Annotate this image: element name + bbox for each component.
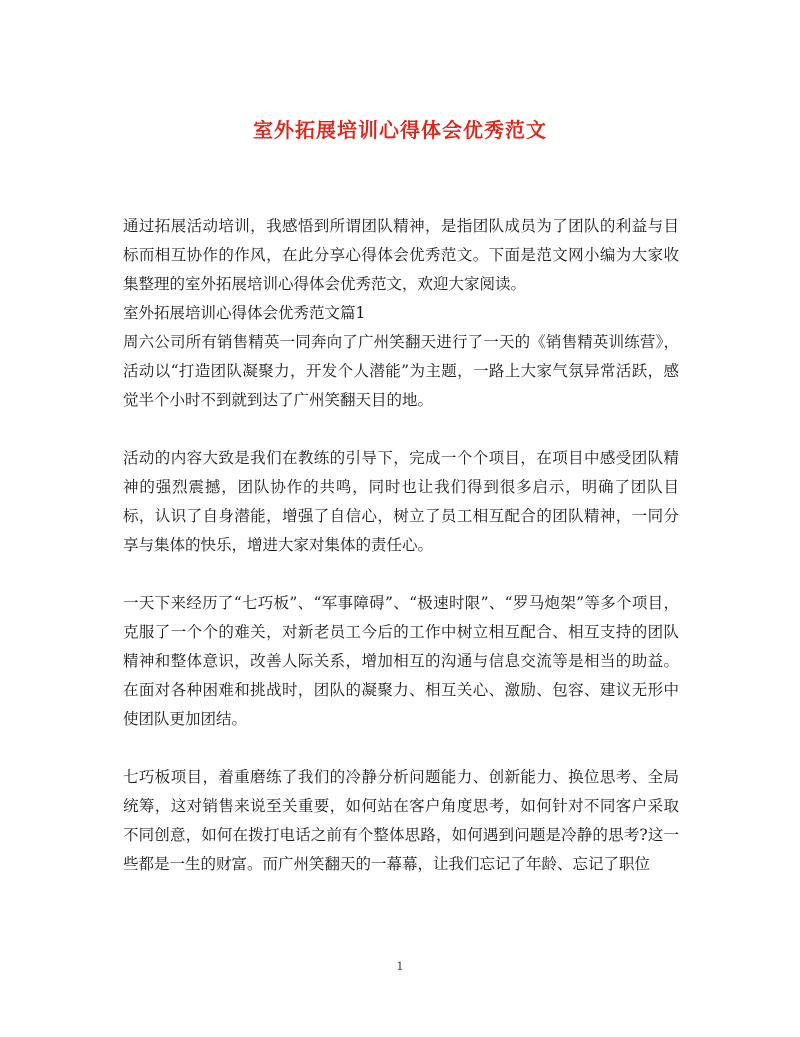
body-paragraph: 周六公司所有销售精英一同奔向了广州笑翻天进行了一天的《销售精英训练营》，活动以“打造团队凝聚力，开发个人潜能”为主题，一路上大家气氛异常活跃，感觉半个小时不到就到达了广州笑翻天目的地。 bbox=[123, 333, 679, 409]
intro-paragraph: 通过拓展活动培训，我感悟到所谓团队精神，是指团队成员为了团队的利益与目标而相互协作的作风，在此分享心得体会优秀范文。下面是范文网小编为大家收集整理的室外拓展培训心得体会优秀范文，欢迎大家阅读。 bbox=[123, 217, 679, 293]
document-title: 室外拓展培训心得体会优秀范文 bbox=[253, 118, 547, 142]
document-body bbox=[123, 212, 679, 879]
page-number: 1 bbox=[396, 960, 404, 973]
body-paragraph: 活动的内容大致是我们在教练的引导下，完成一个个项目，在项目中感受团队精神的强烈震撼，团队协作的共鸣，同时也让我们得到很多启示，明确了团队目标，认识了自身潜能，增强了自信心，树立了员工相互配合的团队精神，一同分享与集体的快乐，增进大家对集体的责任心。 bbox=[123, 449, 679, 554]
section-heading: 室外拓展培训心得体会优秀范文篇1 bbox=[123, 304, 366, 322]
body-paragraph: 七巧板项目，着重磨练了我们的冷静分析问题能力、创新能力、换位思考、全局统筹，这对销售来说至关重要，如何站在客户角度思考，如何针对不同客户采取不同创意，如何在拨打电话之前有个整体思路，如何遇到问题是冷静的思考?这一些都是一生的财富。而广州笑翻天的一幕幕，让我们忘记了年龄、忘记了职位 bbox=[123, 768, 679, 873]
body-paragraph: 一天下来经历了“七巧板”、“军事障碍”、“极速时限”、“罗马炮架”等多个项目，克服了一个个的难关，对新老员工今后的工作中树立相互配合、相互支持的团队精神和整体意识，改善人际关系，增加相互的沟通与信息交流等是相当的助益。在面对各种困难和挑战时，团队的凝聚力、相互关心、激励、包容、建议无形中使团队更加团结。 bbox=[123, 594, 679, 728]
